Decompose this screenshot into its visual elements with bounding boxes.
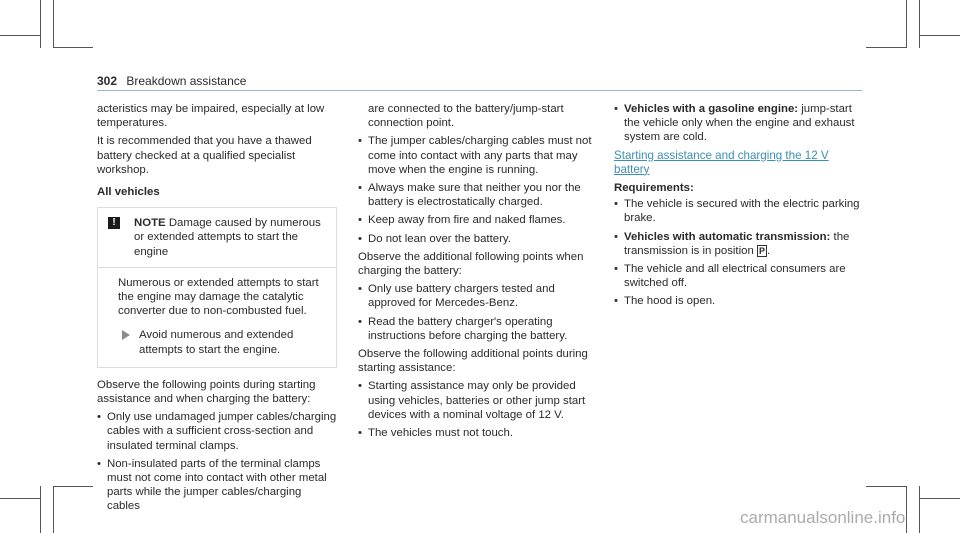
list-item: [614, 102, 864, 145]
crop-mark: [919, 486, 920, 533]
page-header: [97, 74, 246, 88]
list-item: • The vehicles must not touch.: [358, 426, 598, 440]
list-item: • Always make sure that neither you nor the battery is electrostatically charged.: [358, 181, 598, 209]
observe-paragraph: Observe the following points during starting assistance and when charging the battery:: [97, 378, 316, 406]
crop-mark: [53, 486, 93, 487]
gasoline-label: Vehicles with a gasoline engine:: [624, 103, 799, 115]
recommendation-paragraph: It is recommended that you have a thawed battery checked at a qualified specialist workshop.: [97, 135, 312, 176]
section-subheading: All vehicles: [97, 186, 160, 199]
list-item: • Only use undamaged jumper cables/charging cables with a sufficient cross-section and insulated terminal clamps.: [97, 410, 337, 453]
precautions-list-continued: [358, 134, 598, 245]
intro-paragraph: acteristics may be impaired, especially at low temperatures.: [97, 103, 325, 130]
list-item: • Read the battery charger's operating instructions before charging the battery.: [358, 315, 598, 343]
note-body: [98, 268, 336, 367]
note-title: Damage caused by numerous or extended attempts to start the engine: [134, 217, 321, 258]
park-position-icon: P: [758, 245, 765, 256]
precautions-list: [97, 410, 337, 513]
note-header: [98, 208, 336, 268]
crop-mark: [919, 498, 960, 499]
note-action: [118, 328, 326, 358]
crop-mark: [0, 35, 40, 36]
header-divider: [97, 90, 862, 91]
requirements-heading: Requirements:: [614, 182, 694, 195]
transmission-text: the transmission is in position: [624, 230, 850, 257]
requirements-list: [614, 197, 864, 308]
watermark: carmanualsonline.info: [740, 508, 906, 527]
continuation-text: are connected to the battery/jump-start connection point.: [368, 103, 564, 130]
list-item: • The vehicle is secured with the electric parking brake.: [614, 197, 864, 225]
starting-list: [358, 379, 598, 440]
list-item: • Keep away from fire and naked flames.: [358, 213, 598, 227]
gasoline-text: jump-start the vehicle only when the engine and exhaust system are cold.: [624, 103, 855, 144]
starting-observe-paragraph: Observe the following additional points during starting assistance:: [358, 348, 588, 375]
list-item: • Vehicles with automatic transmission: the transmission is in position P .: [614, 230, 864, 258]
crop-mark: [919, 35, 960, 36]
crop-mark: [40, 486, 41, 533]
page-title: Breakdown assistance: [126, 74, 247, 88]
crop-mark: [906, 0, 907, 48]
section-heading-link[interactable]: Starting assistance and charging the 12 V battery: [614, 148, 829, 176]
column-3: [614, 102, 864, 313]
crop-mark: [0, 498, 40, 499]
crop-mark: [866, 486, 906, 487]
list-item: • The jumper cables/charging cables must not come into contact with any parts that may move when the engine is running.: [358, 134, 598, 177]
transmission-label: Vehicles with automatic transmission:: [624, 230, 831, 243]
list-item: • Starting assistance may only be provided using vehicles, batteries or other jump start devices with a nominal voltage of 12 V.: [358, 379, 598, 422]
crop-mark: [53, 0, 54, 48]
crop-mark: [53, 47, 93, 48]
warning-icon: !: [108, 217, 120, 229]
list-item: • The hood is open.: [614, 294, 864, 308]
crop-mark: [906, 486, 907, 533]
crop-mark: [919, 0, 920, 48]
note-action-text: Avoid numerous and extended attempts to start the engine.: [139, 329, 294, 356]
crop-mark: [53, 486, 54, 533]
page-number: 302: [97, 74, 118, 88]
column-2: [358, 102, 598, 444]
crop-mark: [866, 47, 906, 48]
list-item: • Do not lean over the battery.: [358, 232, 598, 246]
column-1: [97, 102, 337, 518]
note-label: NOTE: [134, 217, 166, 230]
note-text: Numerous or extended attempts to start the engine may damage the catalytic converter due to non-combusted fuel.: [118, 276, 319, 318]
arrow-right-icon: [122, 330, 130, 340]
charging-observe-paragraph: Observe the additional following points when charging the battery:: [358, 250, 584, 278]
gasoline-list: [614, 102, 864, 145]
list-item: • Non-insulated parts of the terminal clamps must not come into contact with other metal parts while the jumper cables/charging cables: [97, 457, 337, 514]
crop-mark: [40, 0, 41, 48]
note-title-block: [134, 216, 328, 259]
note-box: [97, 207, 337, 368]
charging-list: [358, 282, 598, 343]
list-item: • The vehicle and all electrical consumers are switched off.: [614, 262, 864, 290]
list-item: • Only use battery chargers tested and approved for Mercedes-Benz.: [358, 282, 598, 310]
